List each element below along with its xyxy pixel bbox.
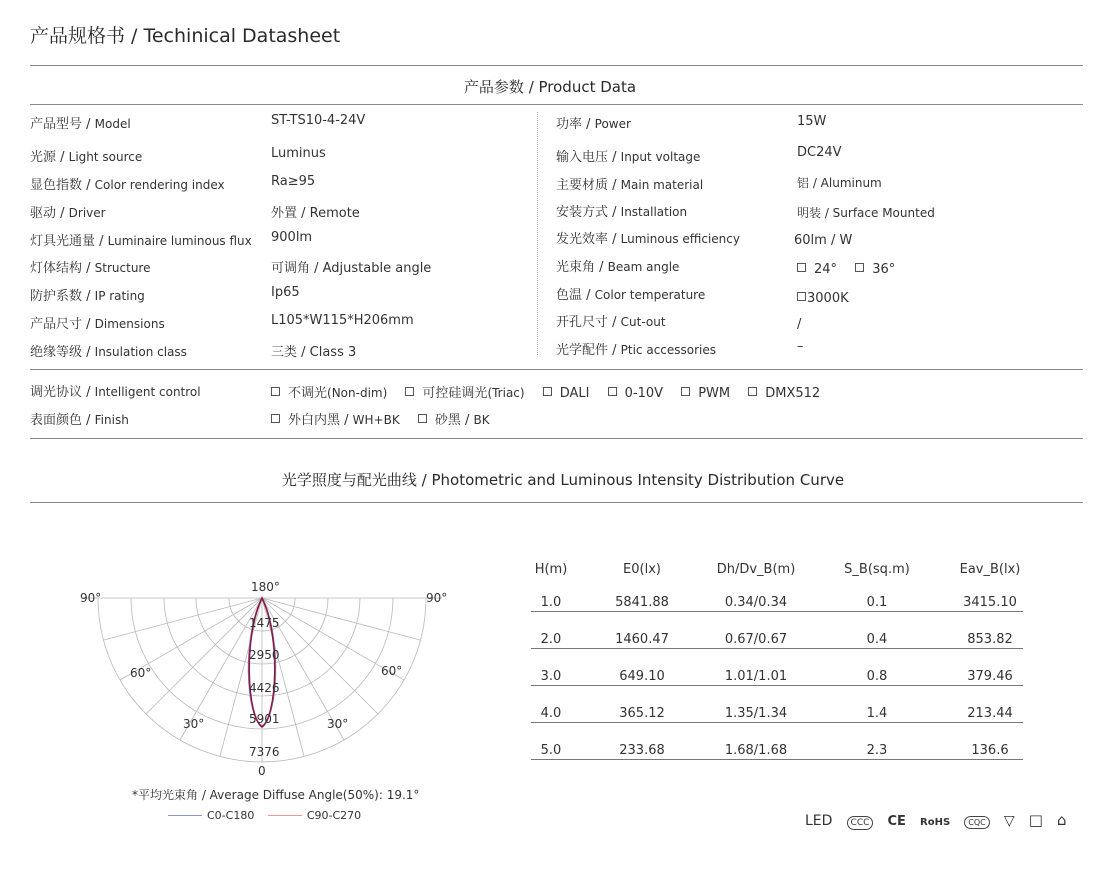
finish-label: 表面颜色 / Finish	[30, 413, 129, 428]
table-cell: 0.34/0.34	[724, 595, 788, 610]
divider	[30, 369, 1083, 370]
beam-angle-options	[797, 262, 895, 277]
spec-label-driver: 驱动 / Driver	[30, 206, 106, 221]
divider	[30, 65, 1083, 66]
divider	[30, 438, 1083, 439]
checkbox-icon	[748, 387, 757, 396]
spec-label-material: 主要材质 / Main material	[556, 178, 704, 193]
table-row-line	[531, 685, 1023, 686]
table-header: H(m)	[534, 562, 568, 577]
house-icon: ⌂	[1056, 811, 1067, 829]
finish-option-wh-bk[interactable]: 外白内黑 / WH+BK	[271, 413, 400, 428]
spec-value-efficiency: 60lm / W	[794, 233, 853, 248]
spec-value-model: ST-TS10-4-24V	[271, 113, 366, 128]
table-cell: 233.68	[619, 743, 665, 758]
checkbox-icon	[608, 387, 617, 396]
table-cell: 0.1	[866, 595, 888, 610]
table-cell: 3415.10	[963, 595, 1017, 610]
table-cell: 1.68/1.68	[724, 743, 788, 758]
ce-icon: CE	[887, 814, 906, 829]
table-row-line	[531, 648, 1023, 649]
spec-label-beam-angle: 光束角 / Beam angle	[556, 260, 680, 275]
radial-label: 2950	[249, 648, 280, 662]
table-cell: 0.8	[866, 669, 888, 684]
checkbox-icon	[797, 263, 806, 272]
table-header: Dh/Dv_B(m)	[716, 562, 796, 577]
checkbox-icon	[405, 387, 414, 396]
table-cell: 1.01/1.01	[724, 669, 788, 684]
spec-label-cri: 显色指数 / Color rendering index	[30, 178, 225, 193]
legend-c0-c180: C0-C180	[168, 809, 254, 822]
spec-label-cutout: 开孔尺寸 / Cut-out	[556, 315, 666, 330]
table-cell: 0.67/0.67	[724, 632, 788, 647]
table-cell: 213.44	[967, 706, 1013, 721]
angle-label-30-left: 30°	[183, 717, 205, 731]
table-cell: 853.82	[967, 632, 1013, 647]
angle-label-90-left: 90°	[80, 591, 102, 605]
spec-value-material: 铝 / Aluminum	[797, 176, 882, 190]
spec-value-cutout: /	[797, 317, 802, 332]
spec-label-power: 功率 / Power	[556, 117, 631, 132]
angle-label-60-right: 60°	[381, 664, 403, 678]
checkbox-icon	[681, 387, 690, 396]
table-cell: 1.35/1.34	[724, 706, 788, 721]
spec-value-power: 15W	[797, 114, 827, 129]
page-title: 产品规格书 / Techinical Datasheet	[30, 25, 341, 47]
spec-value-installation: 明装 / Surface Mounted	[797, 206, 935, 220]
spec-label-structure: 灯体结构 / Structure	[30, 261, 151, 276]
table-cell: 3.0	[540, 669, 562, 684]
spec-label-installation: 安装方式 / Installation	[556, 205, 688, 220]
table-cell: 649.10	[619, 669, 665, 684]
control-option-triac[interactable]: 可控硅调光(Triac)	[405, 386, 524, 401]
double-square-icon: □	[1028, 811, 1043, 829]
angle-label-90-right: 90°	[426, 591, 448, 605]
legend-c90-c270: C90-C270	[268, 809, 361, 822]
angle-label-0: 0	[258, 764, 266, 778]
checkbox-icon	[543, 387, 552, 396]
checkbox-icon	[271, 414, 280, 423]
spec-value-driver: 外置 / Remote	[271, 206, 360, 221]
table-cell: 136.6	[971, 743, 1009, 758]
table-cell: 379.46	[967, 669, 1013, 684]
table-cell: 5.0	[540, 743, 562, 758]
divider	[30, 502, 1083, 503]
table-cell: 0.4	[866, 632, 888, 647]
table-header: E0(lx)	[623, 562, 661, 577]
spec-value-light-source: Luminus	[271, 146, 326, 161]
control-option-0-10v[interactable]: 0-10V	[608, 386, 663, 401]
beam-option-24[interactable]: 24°	[797, 262, 837, 277]
spec-label-voltage: 输入电压 / Input voltage	[556, 150, 701, 165]
angle-label-60-left: 60°	[130, 666, 152, 680]
table-cell: 365.12	[619, 706, 665, 721]
control-label: 调光协议 / Intelligent control	[30, 385, 201, 400]
table-header: S_B(sq.m)	[844, 562, 910, 577]
divider	[30, 104, 1083, 105]
certification-marks	[805, 810, 1076, 830]
angle-label-180: 180°	[251, 580, 280, 594]
table-cell: 1460.47	[615, 632, 669, 647]
triangle-icon: ▽	[1003, 813, 1015, 829]
table-cell: 2.0	[540, 632, 562, 647]
table-cell: 2.3	[866, 743, 888, 758]
ccc-icon: CCC	[847, 816, 874, 830]
checkbox-icon	[855, 263, 864, 272]
checkbox-icon	[418, 414, 427, 423]
spec-label-accessories: 光学配件 / Ptic accessories	[556, 343, 717, 358]
spec-label-efficiency: 发光效率 / Luminous efficiency	[556, 232, 740, 247]
spec-value-structure: 可调角 / Adjustable angle	[271, 261, 432, 276]
chart-legend	[168, 809, 361, 822]
spec-value-ip: Ip65	[271, 285, 300, 300]
spec-value-cri: Ra≥95	[271, 174, 316, 189]
checkbox-icon	[797, 292, 806, 301]
radial-label: 1475	[249, 616, 280, 630]
spec-label-dimensions: 产品尺寸 / Dimensions	[30, 317, 165, 332]
finish-options	[271, 409, 490, 428]
spec-value-insulation: 三类 / Class 3	[271, 345, 357, 360]
spec-value-accessories: –	[797, 339, 804, 354]
radial-label: 7376	[249, 745, 280, 759]
angle-label-30-right: 30°	[327, 717, 349, 731]
led-mark: LED	[805, 813, 833, 829]
radial-label: 4426	[249, 681, 280, 695]
table-header: Eav_B(lx)	[959, 562, 1021, 577]
table-cell: 1.4	[866, 706, 888, 721]
spec-value-flux: 900lm	[271, 230, 313, 245]
cct-option-3000k[interactable]: 3000K	[797, 291, 849, 306]
product-data-heading: 产品参数 / Product Data	[463, 78, 637, 96]
radial-label: 5901	[249, 712, 280, 726]
control-option-pwm[interactable]: PWM	[681, 386, 730, 401]
beam-angle-note: *平均光束角 / Average Diffuse Angle(50%): 19.1°	[132, 788, 420, 802]
finish-option-bk[interactable]: 砂黑 / BK	[418, 413, 490, 428]
table-row-line	[531, 611, 1023, 612]
spec-value-voltage: DC24V	[797, 145, 842, 160]
spec-value-dimensions: L105*W115*H206mm	[271, 313, 414, 328]
table-row-line	[531, 759, 1023, 760]
spec-label-ip: 防护系数 / IP rating	[30, 289, 145, 304]
spec-label-insulation: 绝缘等级 / Insulation class	[30, 345, 187, 360]
column-divider	[537, 112, 538, 355]
spec-label-flux: 灯具光通量 / Luminaire luminous flux	[30, 234, 252, 249]
control-option-dmx512[interactable]: DMX512	[748, 386, 820, 401]
cqc-icon: CQC	[964, 816, 989, 829]
beam-option-36[interactable]: 36°	[855, 262, 895, 277]
spec-label-light-source: 光源 / Light source	[30, 150, 143, 165]
spec-label-cct: 色温 / Color temperature	[556, 288, 706, 303]
control-option-dali[interactable]: DALI	[543, 386, 590, 401]
spec-label-model: 产品型号 / Model	[30, 117, 131, 132]
table-cell: 1.0	[540, 595, 562, 610]
cct-options	[797, 291, 849, 306]
checkbox-icon	[271, 387, 280, 396]
rohs-icon: RoHS	[920, 817, 951, 828]
table-row-line	[531, 722, 1023, 723]
table-cell: 4.0	[540, 706, 562, 721]
photometric-heading: 光学照度与配光曲线 / Photometric and Luminous Intensity Distribution Curve	[281, 471, 845, 489]
control-option-non-dim[interactable]: 不调光(Non-dim)	[271, 386, 387, 401]
control-options	[271, 382, 820, 401]
table-cell: 5841.88	[615, 595, 669, 610]
